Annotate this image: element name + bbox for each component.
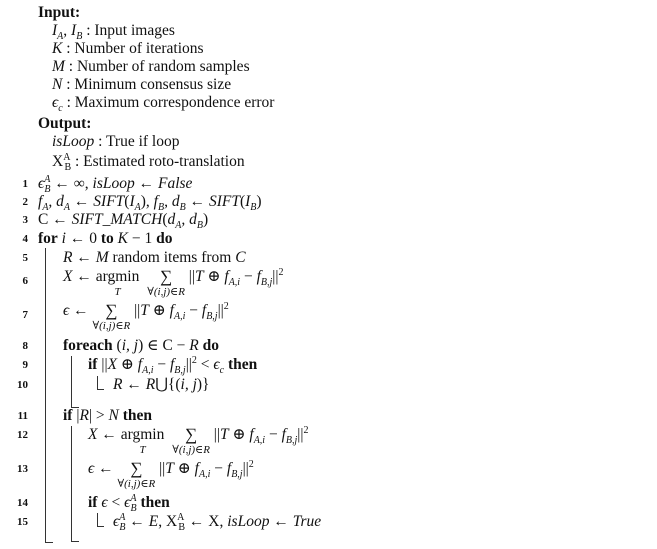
for-loop-bracket-end [45, 542, 53, 543]
line-number: 10 [17, 379, 28, 391]
if-bracket-end [97, 389, 104, 390]
line-number: 5 [22, 252, 28, 264]
foreach-bracket [71, 356, 72, 408]
line-number: 15 [17, 516, 28, 528]
if-better-bracket [97, 513, 98, 527]
line-number: 8 [22, 340, 28, 352]
line-number: 11 [17, 410, 28, 422]
line-13: ϵ ← ∑ ∀(i,j)∈R ||T ⊕ $f_{A,i} - f_{B,j}||^2$ [88, 458, 254, 490]
line-8: foreach (i, j) ∈ C − R do [63, 337, 220, 354]
line-number: 6 [22, 275, 28, 287]
line-number: 2 [22, 196, 28, 208]
input-label: Input: [38, 4, 81, 21]
line-2: $f_A$, $d_A$ ← $SIFT(I_A)$, $f_B$, $d_B$ ← $SIFT(I_B)$ [38, 193, 262, 214]
if-better-bracket-end [97, 526, 104, 527]
line-number: 12 [17, 429, 28, 441]
line-number: 14 [17, 497, 28, 509]
for-loop-bracket [45, 248, 46, 543]
if-bracket [97, 376, 98, 390]
line-7: ϵ ← ∑ ∀(i,j)∈R ||T ⊕ $f_{A,i} - f_{B,j}||^2$ [63, 300, 229, 332]
line-15: $\epsilon^A_B$ ← E, $X^A_B$ ← X, isLoop ← True [113, 511, 322, 534]
line-number: 9 [22, 359, 28, 371]
line-number: 3 [22, 214, 28, 226]
input-consensus: N : Minimum consensus size [52, 76, 232, 93]
output-isloop: isLoop : True if loop [52, 133, 180, 150]
line-number: 4 [22, 233, 28, 245]
input-error: $\epsilon_c$ : Maximum correspondence error [52, 94, 275, 115]
line-number: 13 [17, 463, 28, 475]
line-5: R ← M random items from C [63, 249, 246, 266]
input-iterations: K : Number of iterations [52, 40, 204, 57]
line-number: 1 [22, 178, 28, 190]
input-samples: M : Number of random samples [52, 58, 250, 75]
line-6: X ← argmin T ∑ ∀(i,j)∈R ||T ⊕ $f_{A,i} - f_{B,j}||^2$ [63, 266, 284, 298]
if-consensus-bracket-end [71, 541, 79, 542]
line-12: X ← argmin T ∑ ∀(i,j)∈R ||T ⊕ $f_{A,i} - f_{B,j}||^2$ [88, 424, 309, 456]
input-images: $I_A$, $I_B$ : Input images [52, 22, 175, 43]
output-label: Output: [38, 115, 92, 132]
line-number: 7 [22, 309, 28, 321]
line-3: C ← $SIFT\_MATCH(d_A$, $d_B$) [38, 211, 209, 232]
line-9: if ||X ⊕ $f_{A,i} - f_{B,j}||^2 < \epsilon_c$ then [88, 354, 258, 377]
output-transform: $X^A_B$ : Estimated roto-translation [52, 151, 245, 174]
line-14: if $\epsilon < \epsilon^A_B$ then [88, 492, 170, 515]
line-11: if |R| > N then [63, 407, 153, 424]
if-consensus-bracket [71, 426, 72, 542]
line-4: for i ← 0 to K − 1 do [38, 230, 173, 247]
line-10: R ← R⋃{(i, j)} [113, 376, 210, 393]
line-1: $\epsilon^A_B$ ← ∞, isLoop ← False [38, 173, 193, 196]
